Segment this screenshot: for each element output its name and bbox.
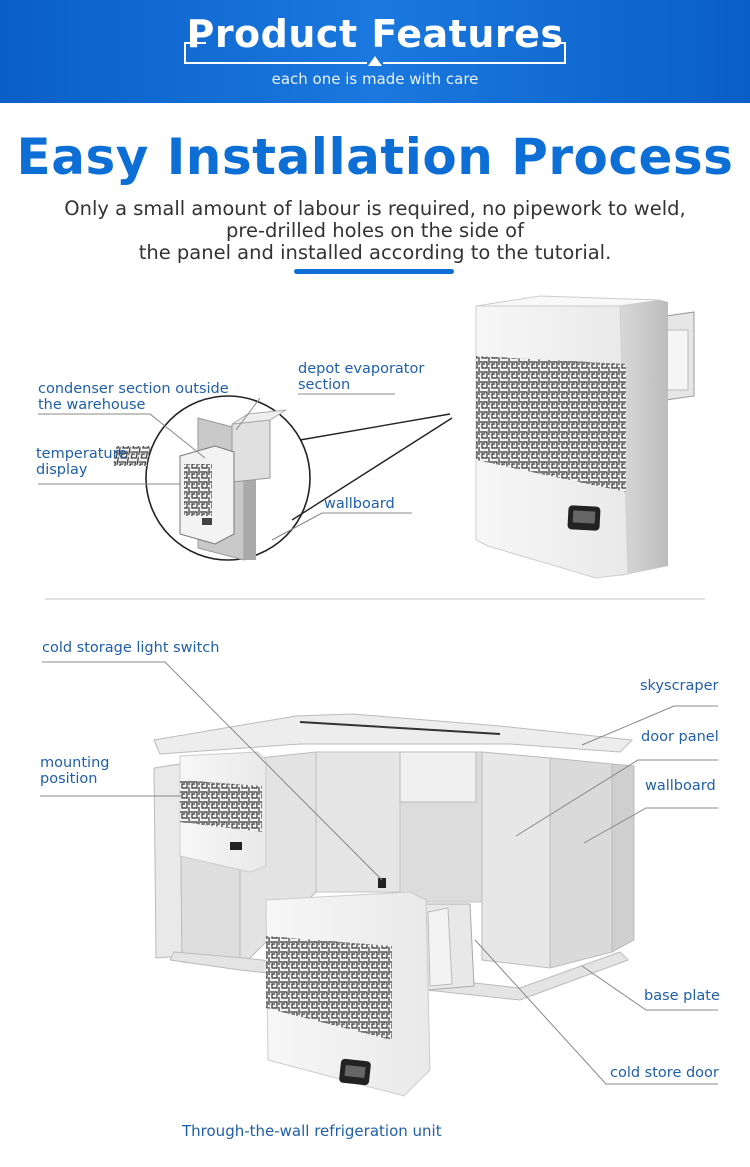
label-mounting-text: mounting position [40, 755, 110, 787]
label-condenser-text: condenser section outside the warehouse [38, 381, 229, 413]
label-evaporator-text: depot evaporator section [298, 361, 425, 393]
cold-room-illustration [154, 714, 634, 1096]
caption-refrigeration-unit: Through-the-wall refrigeration unit [182, 1122, 442, 1140]
section-divider [45, 598, 705, 600]
section-title: Easy Installation Process [16, 128, 734, 186]
label-cold-store-door: cold store door [610, 1065, 719, 1081]
banner-title: Product Features [186, 12, 564, 56]
label-temperature-text: temperature display [36, 446, 128, 478]
label-condenser-section [38, 381, 229, 413]
large-unit-illustration [476, 296, 694, 578]
inset-circle-diagram [113, 396, 452, 560]
banner-subtitle: each one is made with care [271, 70, 479, 88]
label-wallboard-bottom: wallboard [645, 778, 716, 794]
label-door-panel: door panel [641, 729, 719, 745]
label-base-plate: base plate [644, 988, 720, 1004]
description-line-3: the panel and installed according to the tutorial. [138, 241, 612, 264]
description-line-2: pre-drilled holes on the side of [226, 219, 524, 242]
label-wallboard-top: wallboard [324, 496, 395, 512]
label-evaporator-section [298, 361, 424, 393]
label-mounting-position [40, 755, 109, 787]
description-line-1: Only a small amount of labour is required, no pipework to weld, [64, 197, 686, 220]
label-skyscraper: skyscraper [640, 678, 719, 694]
label-temperature-display [36, 446, 127, 478]
label-light-switch: cold storage light switch [42, 640, 220, 656]
